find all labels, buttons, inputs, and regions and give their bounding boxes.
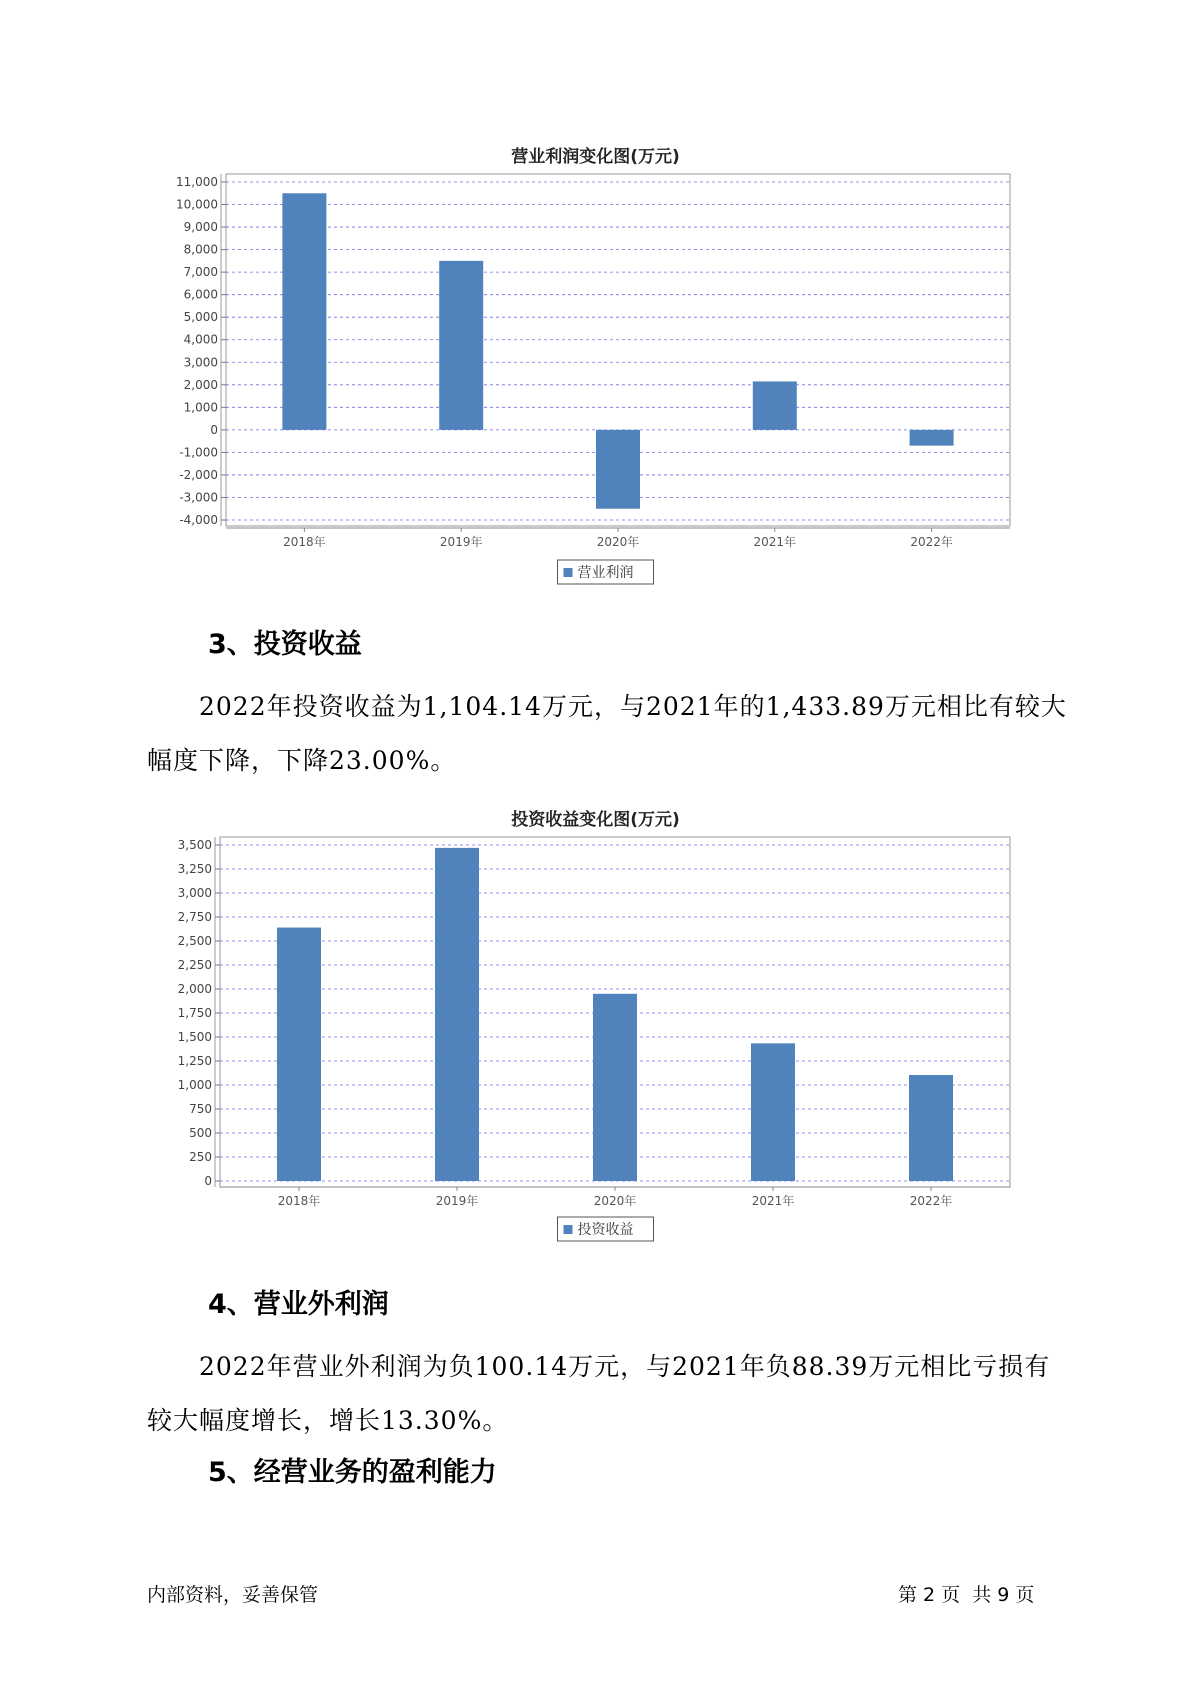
y-tick-label: -2,000 [179, 467, 218, 482]
y-tick-label: -3,000 [179, 490, 218, 505]
section-heading: 4、营业外利润 [208, 1289, 389, 1320]
bar [593, 994, 637, 1181]
paragraph: 2022年投资收益为1,104.14万元，与2021年的1,433.89万元相比有较大幅度下降，下降23.00%。 [147, 692, 1067, 775]
footer-confidential: 内部资料，妥善保管 [147, 1584, 319, 1606]
y-tick-label: 1,000 [183, 400, 218, 415]
y-tick-label: 1,000 [177, 1078, 212, 1092]
y-tick-label: 3,500 [177, 838, 212, 852]
investment-income-chart [0, 825, 1191, 1245]
y-tick-label: 2,250 [177, 958, 212, 972]
y-tick-label: 3,000 [183, 355, 218, 370]
chart-title: 投资收益变化图(万元) [511, 810, 680, 830]
legend [558, 1217, 654, 1241]
x-tick-label: 2020年 [596, 535, 640, 549]
y-tick-label: 2,000 [183, 377, 218, 392]
y-tick-label: 1,250 [177, 1054, 212, 1068]
y-tick-label: -1,000 [179, 445, 218, 460]
y-tick-label: 750 [189, 1102, 212, 1116]
y-tick-label: -4,000 [179, 513, 218, 527]
bar [753, 381, 797, 429]
section-heading: 3、投资收益 [208, 629, 362, 660]
y-tick-label: 5,000 [183, 310, 218, 325]
y-tick-label: 9,000 [183, 220, 218, 235]
chart-title: 营业利润变化图(万元) [511, 147, 680, 167]
x-tick-label: 2021年 [753, 535, 797, 549]
section-heading: 5、经营业务的盈利能力 [208, 1457, 497, 1488]
y-tick-label: 2,750 [177, 910, 212, 924]
legend-swatch [564, 1225, 573, 1234]
bar [751, 1043, 795, 1181]
footer-page-number: 第 2 页 共 9 页 [898, 1584, 1035, 1606]
legend-label: 营业利润 [577, 565, 634, 581]
legend-swatch [564, 568, 573, 577]
y-tick-label: 8,000 [183, 242, 218, 257]
y-tick-label: 250 [189, 1150, 212, 1164]
x-tick-label: 2019年 [439, 535, 483, 549]
bar [910, 430, 954, 446]
y-tick-label: 7,000 [183, 265, 218, 280]
x-tick-label: 2018年 [283, 535, 326, 549]
x-tick-label: 2020年 [593, 1194, 637, 1208]
y-tick-label: 4,000 [183, 332, 218, 347]
operating-profit-chart [0, 160, 1191, 600]
x-tick-label: 2022年 [909, 1194, 953, 1208]
bar [596, 430, 640, 509]
legend-label: 投资收益 [577, 1222, 634, 1238]
y-tick-label: 1,750 [177, 1006, 212, 1020]
y-tick-label: 500 [189, 1126, 212, 1140]
bar [282, 193, 326, 430]
y-tick-label: 2,500 [177, 934, 212, 948]
bar [909, 1075, 953, 1181]
y-tick-label: 2,000 [177, 982, 212, 996]
y-tick-label: 0 [204, 1174, 212, 1188]
x-tick-label: 2021年 [751, 1194, 795, 1208]
bar [277, 928, 321, 1181]
y-tick-label: 6,000 [183, 287, 218, 302]
y-tick-label: 0 [210, 422, 218, 437]
y-tick-label: 3,250 [177, 862, 212, 876]
bar [435, 848, 479, 1181]
legend [558, 560, 654, 584]
paragraph: 2022年营业外利润为负100.14万元，与2021年负88.39万元相比亏损有较大幅度增长，增长13.30%。 [147, 1352, 1051, 1435]
y-tick-label: 11,000 [176, 175, 218, 189]
x-tick-label: 2018年 [277, 1194, 321, 1208]
x-tick-label: 2022年 [910, 535, 953, 549]
x-tick-label: 2019年 [435, 1194, 479, 1208]
y-tick-label: 3,000 [177, 886, 212, 900]
y-tick-label: 10,000 [176, 197, 218, 212]
y-tick-label: 1,500 [177, 1030, 212, 1044]
bar [439, 261, 483, 430]
